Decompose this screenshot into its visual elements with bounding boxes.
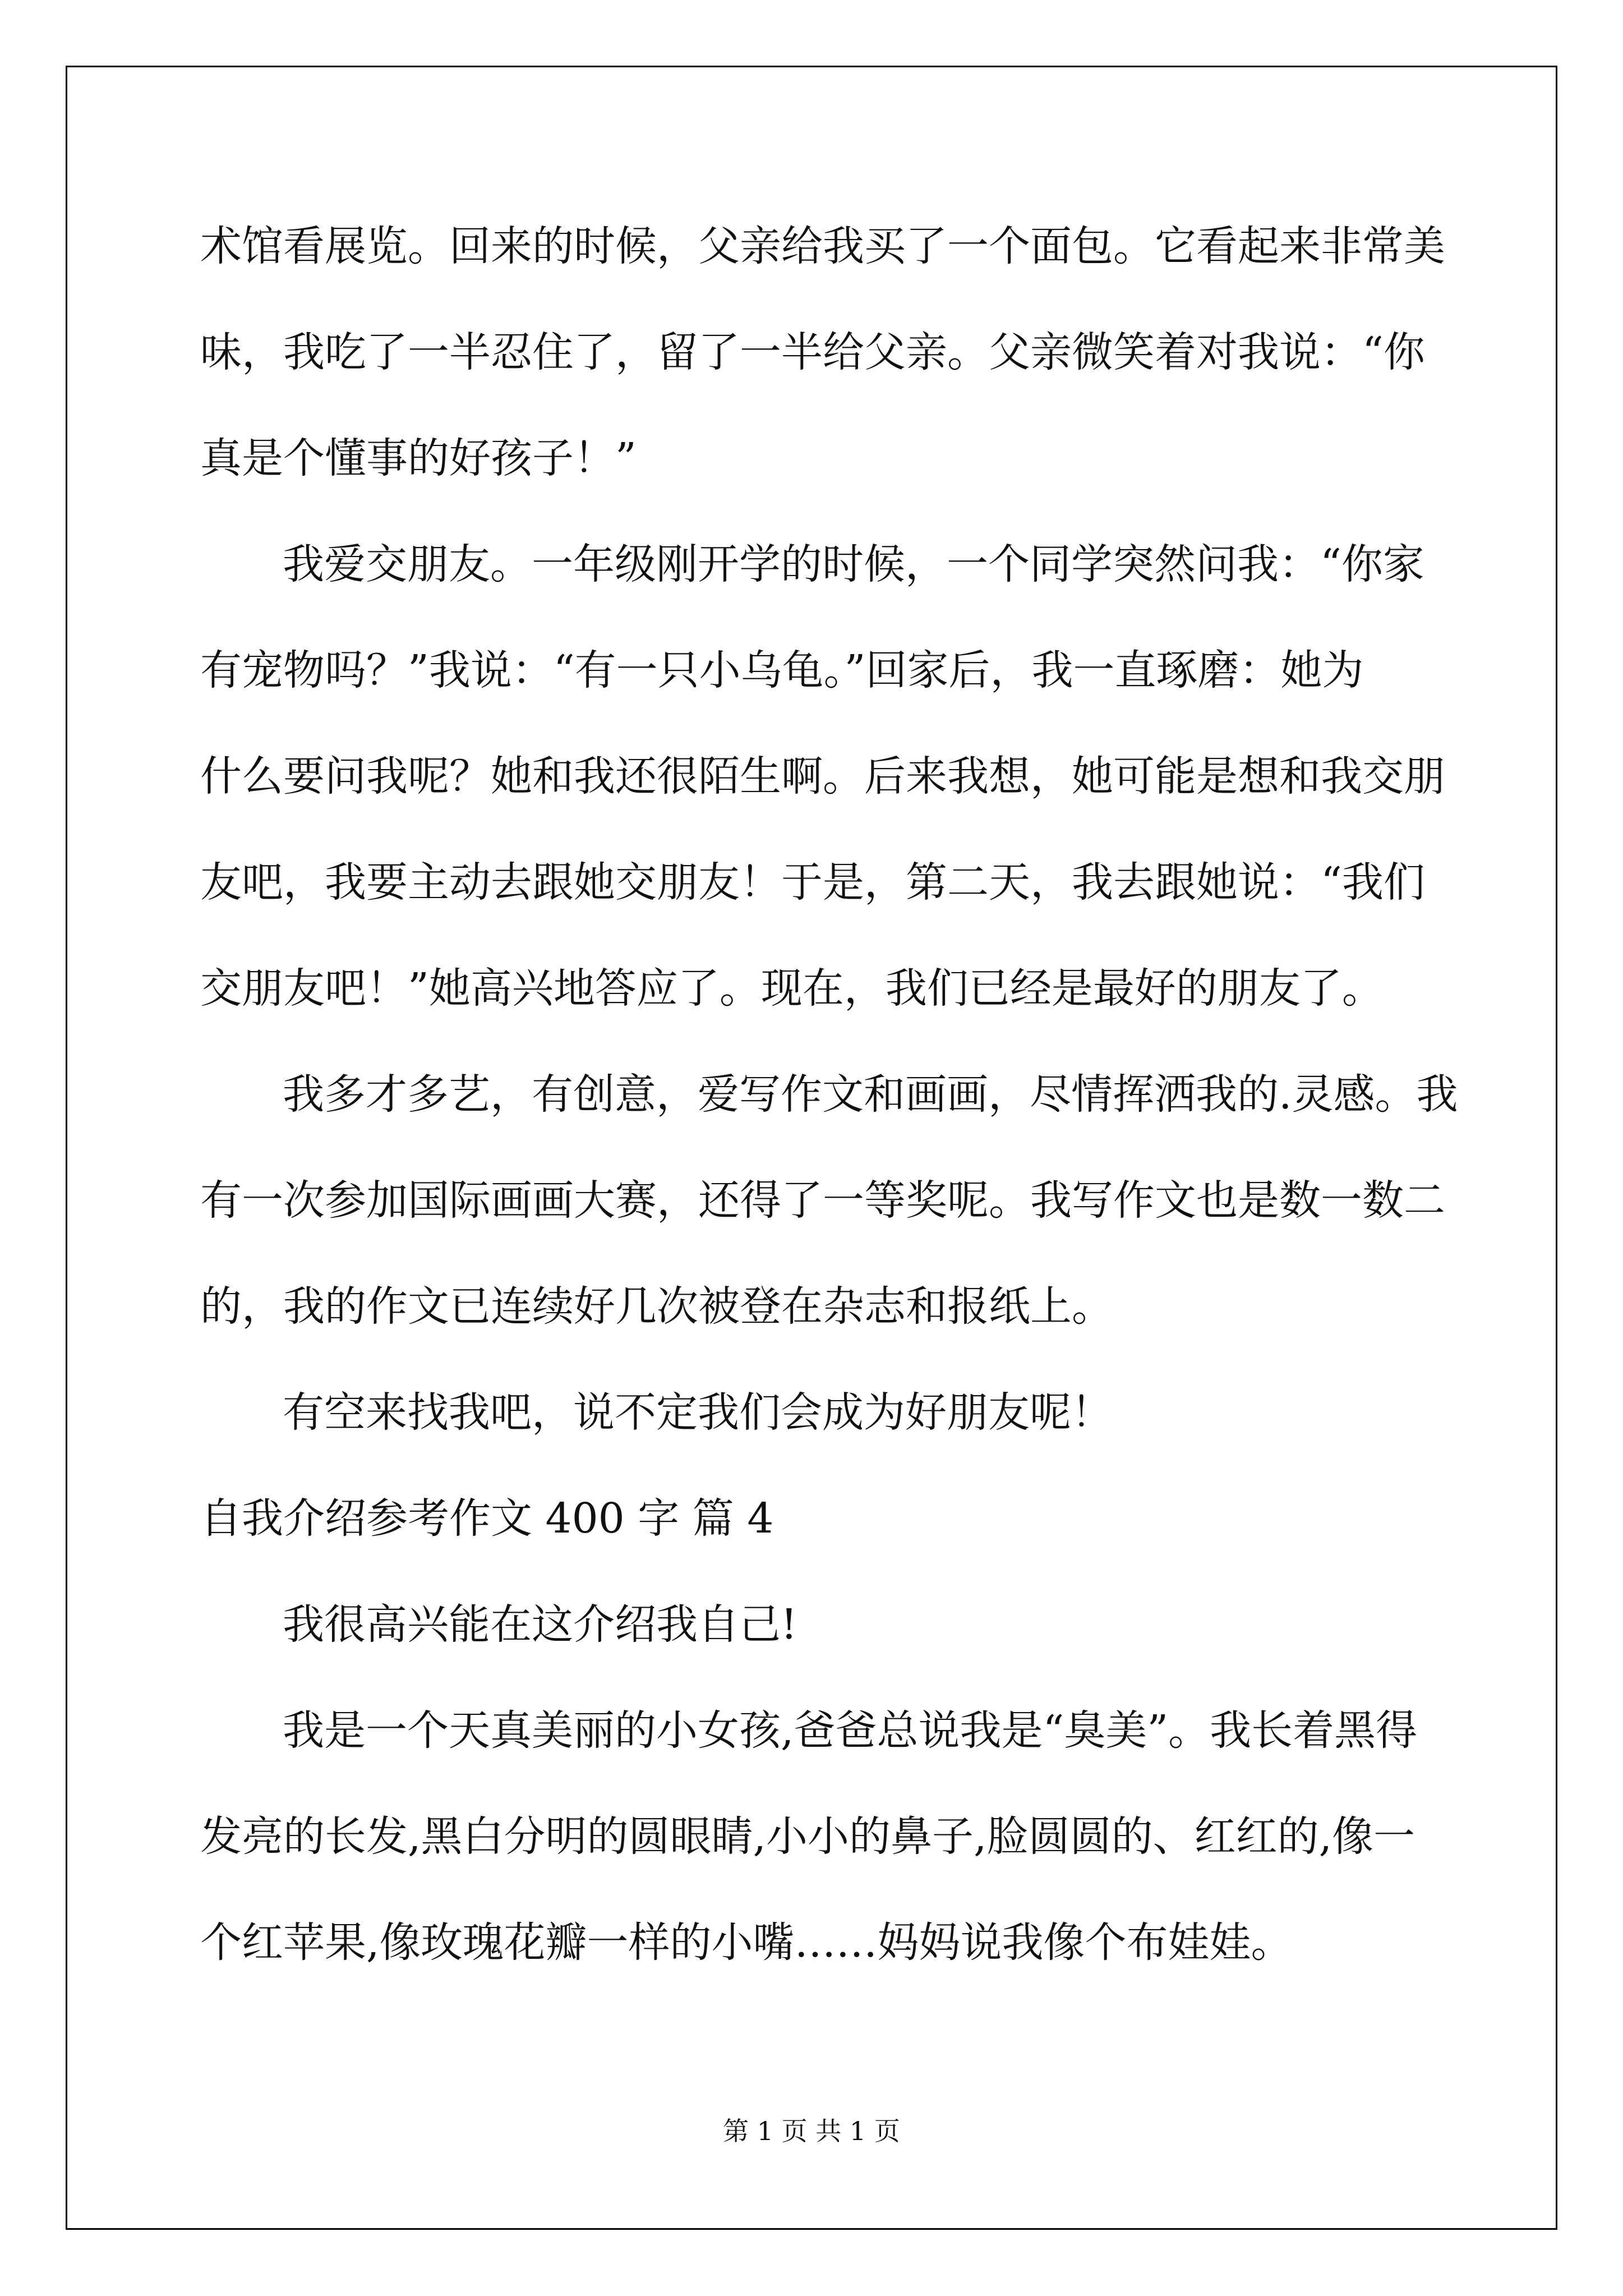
page-border <box>66 66 1557 2230</box>
text-line: 味，我吃了一半忍住了，留了一半给父亲。父亲微笑着对我说：“你 <box>200 328 1425 376</box>
text-line: 术馆看展览。回来的时候，父亲给我买了一个面包。它看起来非常美 <box>200 222 1445 270</box>
paragraph-start-line: 我是一个天真美丽的小女孩,爸爸总说我是“臭美”。我长着黑得 <box>283 1706 1418 1755</box>
paragraph-start-line: 我多才多艺，有创意，爱写作文和画画，尽情挥洒我的.灵感。我 <box>283 1070 1458 1119</box>
text-line: 友吧，我要主动去跟她交朋友！于是，第二天，我去跟她说：“我们 <box>200 858 1425 907</box>
text-line: 什么要问我呢？她和我还很陌生啊。后来我想，她可能是想和我交朋 <box>200 752 1445 800</box>
text-line: 个红苹果,像玫瑰花瓣一样的小嘴……妈妈说我像个布娃娃。 <box>200 1918 1293 1967</box>
paragraph-start-line: 我很高兴能在这介绍我自己! <box>283 1600 797 1649</box>
paragraph-start-line: 有空来找我吧，说不定我们会成为好朋友呢！ <box>283 1388 1113 1437</box>
text-line: 发亮的长发,黑白分明的圆眼睛,小小的鼻子,脸圆圆的、红红的,像一 <box>200 1812 1415 1861</box>
text-line: 交朋友吧！”她高兴地答应了。现在，我们已经是最好的朋友了。 <box>200 964 1384 1013</box>
paragraph-start-line: 我爱交朋友。一年级刚开学的时候，一个同学突然问我：“你家 <box>283 540 1424 588</box>
page-footer: 第 1 页 共 1 页 <box>723 2116 900 2146</box>
text-line: 的，我的作文已连续好几次被登在杂志和报纸上。 <box>200 1282 1113 1331</box>
text-line: 有宠物吗？”我说：“有一只小乌龟。”回家后，我一直琢磨：她为 <box>200 646 1364 694</box>
text-line: 真是个懂事的好孩子！” <box>200 434 637 482</box>
text-line: 有一次参加国际画画大赛，还得了一等奖呢。我写作文也是数一数二 <box>200 1176 1445 1225</box>
section-heading: 自我介绍参考作文 400 字 篇 4 <box>200 1494 774 1543</box>
